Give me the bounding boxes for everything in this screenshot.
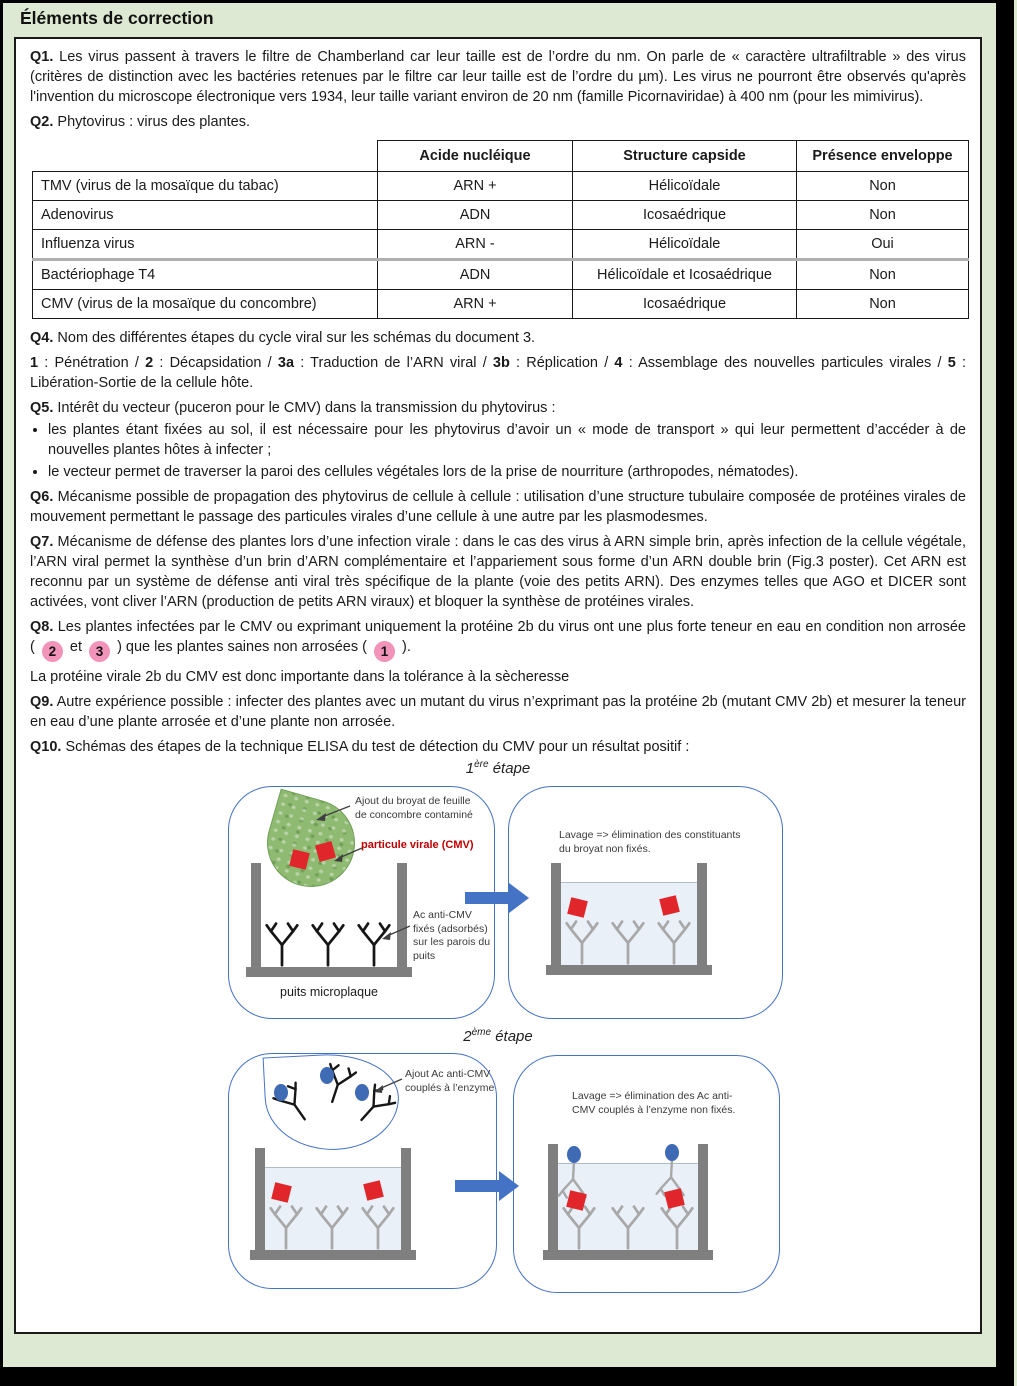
table-cell: Non — [797, 260, 969, 290]
bullet-item: • les plantes étant fixées au sol, il est nécessaire pour les phytovirus d’avoir un « mode de transport » qui leur permettent d’accéder à de nouvelles plantes hôtes à infecter ; — [48, 420, 966, 460]
q4-paragraph — [30, 328, 966, 348]
table-row — [33, 260, 969, 290]
q8-text-2: ) que les plantes saines non arrosées ( — [117, 639, 367, 655]
q2-text: Phytovirus : virus des plantes. — [57, 114, 251, 130]
q8-text-3: ). — [402, 639, 411, 655]
well-caption: puits microplaque — [280, 985, 378, 999]
table-row — [33, 172, 969, 201]
q6-paragraph — [30, 487, 966, 527]
enzyme-icon — [567, 1146, 581, 1163]
plant-badge-1: 1 — [374, 641, 395, 662]
q8-text-1: Les plantes infectées par le CMV ou exprimant uniquement la protéine 2b du virus ont une plus forte teneur en eau en condition non arrosée ( — [30, 619, 966, 655]
antibody-icon — [311, 921, 345, 967]
table-cell: ADN — [378, 260, 573, 290]
antibody-icon — [562, 1204, 596, 1250]
q9-label: Q9. — [30, 694, 54, 710]
table-cell: Hélicoïdale — [573, 230, 797, 260]
table-cell: TMV (virus de la mosaïque du tabac) — [33, 172, 378, 201]
q5-bullet-list — [34, 420, 966, 482]
enzyme-antibody — [279, 1084, 309, 1124]
add-enzyme-antibody-label: Ajout Ac anti-CMV couplés à l’enzyme — [405, 1068, 495, 1094]
table-cell: Hélicoïdale et Icosaédrique — [573, 260, 797, 290]
q7-label: Q7. — [30, 534, 54, 550]
step1-title: 1ère étape — [465, 759, 531, 777]
step2-right-panel — [513, 1055, 780, 1293]
annotation-arrow-icon — [379, 923, 413, 943]
table-cell: Hélicoïdale — [573, 172, 797, 201]
table-cell: Bactériophage T4 — [33, 260, 378, 290]
table-cell: Oui — [797, 230, 969, 260]
annotation-arrow-icon — [313, 803, 353, 825]
q4-label: Q4. — [30, 330, 54, 346]
antibody-icon — [657, 919, 691, 965]
header-empty-cell — [33, 141, 378, 172]
antibody-icon — [361, 1204, 395, 1250]
well-base — [246, 967, 412, 977]
plant-badge-3: 3 — [89, 641, 110, 662]
virus-table-header-row — [33, 141, 969, 172]
wash-label: Lavage => élimination des Ac anti-CMV couplés à l’enzyme non fixés. — [572, 1090, 736, 1116]
table-cell: Non — [797, 172, 969, 201]
q9-text: Autre expérience possible : infecter des plantes avec un mutant du virus n’exprimant pas la protéine 2b (mutant CMV 2b) et mesurer la teneur en eau d’une plante arrosée et d’une plante non arrosée. — [30, 694, 967, 730]
antibody-icon — [611, 1204, 645, 1250]
q7-paragraph — [30, 532, 966, 612]
virus-particle-label: particule virale (CMV) — [361, 839, 474, 851]
table-cell: ARN - — [378, 230, 573, 260]
table-cell: ADN — [378, 201, 573, 230]
q2-label: Q2. — [30, 114, 54, 130]
q5-paragraph — [30, 398, 966, 418]
well-base — [250, 1250, 416, 1260]
table-cell: Influenza virus — [33, 230, 378, 260]
enzyme-icon — [355, 1084, 369, 1101]
table-cell: ARN + — [378, 172, 573, 201]
bullet-item: • le vecteur permet de traverser la paroi des cellules végétales lors de la prise de nourriture (arthropodes, nématodes). — [48, 462, 966, 482]
fixed-antibody-label: Ac anti-CMV fixés (adsorbés) sur les parois du puits — [413, 909, 491, 962]
page-title: Éléments de correction — [20, 8, 214, 28]
q10-label: Q10. — [30, 739, 62, 755]
enzyme-icon — [274, 1084, 288, 1101]
table-cell: CMV (virus de la mosaïque du concombre) — [33, 290, 378, 319]
q1-paragraph — [30, 47, 966, 107]
q7-text: Mécanisme de défense des plantes lors d’une infection virale : dans le cas des virus à ARN simple brin, après infection de la cellule végétale, l’ARN viral permet la synthèse d’un brin d’ARN complémentaire et l’appariement sous forme d’un ARN double brin (Fig.3 poster). Cet ARN est reconnu par un système de défense anti viral très spécifique de la plante (voie des petits ARN). Des enzymes telles que AGO et DICER sont activées, vont cliver l’ARN (production de petits ARN viraux) et bloquer la synthèse de protéines virales. — [30, 534, 966, 610]
q4-text: Nom des différentes étapes du cycle viral sur les schémas du document 3. — [57, 330, 536, 346]
antibody-icon — [565, 919, 599, 965]
content-panel — [14, 37, 982, 1334]
q8-paragraph — [30, 617, 966, 662]
q1-label: Q1. — [30, 49, 54, 65]
step2-title: 2ème étape — [463, 1027, 533, 1045]
header-acide-nucleique: Acide nucléique — [378, 141, 573, 172]
header-structure-capside: Structure capside — [573, 141, 797, 172]
table-row — [33, 290, 969, 319]
table-cell: ARN + — [378, 290, 573, 319]
q2-paragraph — [30, 112, 966, 132]
q4-steps-line: 1 : Pénétration / 2 : Décapsidation / 3a : Traduction de l’ARN viral / 3b : Réplication / 4 : Assemblage des nouvelles particules virales / 5 : Libération-Sortie de la cellule hôte. — [30, 355, 967, 391]
q8-conjunction: et — [69, 639, 82, 655]
enzyme-icon — [320, 1067, 334, 1084]
annotation-arrow-icon — [371, 1076, 405, 1096]
antibody-icon — [269, 1204, 303, 1250]
antibody-icon — [611, 919, 645, 965]
washed-well — [551, 863, 707, 975]
q6-label: Q6. — [30, 489, 54, 505]
table-cell: Non — [797, 201, 969, 230]
antibody-icon — [315, 1204, 349, 1250]
header-presence-enveloppe: Présence enveloppe — [797, 141, 969, 172]
step1-right-panel — [508, 786, 783, 1019]
q5-label: Q5. — [30, 400, 54, 416]
q1-text: Les virus passent à travers le filtre de Chamberland car leur taille est de l’ordre du nm. On parle de « caractère ultrafiltrable » des virus (critères de distinction avec les bactéries retenues par le filtre car leur taille est de l’ordre du µm). Les virus ne pourront être observés qu'après l'invention du microscope électronique vers 1934, leur taille variant environ de 20 nm (famille Picornaviridae) à 400 nm (pour les mimivirus). — [30, 49, 966, 105]
elisa-diagrams — [16, 759, 980, 1291]
table-cell: Adenovirus — [33, 201, 378, 230]
q10-paragraph — [30, 737, 966, 757]
broyat-label: Ajout du broyat de feuille de concombre contaminé — [355, 795, 473, 821]
washed-well — [548, 1144, 708, 1260]
antibody-icon — [265, 921, 299, 967]
q5-text: Intérêt du vecteur (puceron pour le CMV) dans la transmission du phytovirus : — [57, 400, 556, 416]
well-base — [543, 1250, 713, 1260]
microplate-well — [251, 863, 407, 977]
q6-text: Mécanisme possible de propagation des phytovirus de cellule à cellule : utilisation d’une structure tubulaire composée de protéines virales de mouvement permettant le passage des particules virales d’une cellule à une autre par les plasmodesmes. — [30, 489, 966, 525]
q8-note: La protéine virale 2b du CMV est donc importante dans la tolérance à la sècheresse — [30, 669, 570, 685]
q9-paragraph — [30, 692, 966, 732]
table-row — [33, 201, 969, 230]
wash-label: Lavage => élimination des constituants du broyat non fixés. — [559, 829, 741, 855]
table-cell: Icosaédrique — [573, 201, 797, 230]
step-arrow-icon — [465, 883, 531, 913]
microplate-well — [255, 1148, 411, 1260]
table-row — [33, 230, 969, 260]
well-base — [546, 965, 712, 975]
annotation-arrow-icon — [331, 845, 365, 865]
table-cell: Icosaédrique — [573, 290, 797, 319]
q10-text: Schémas des étapes de la technique ELISA du test de détection du CMV pour un résultat positif : — [65, 739, 690, 755]
virus-table — [32, 140, 969, 319]
plant-badge-2: 2 — [42, 641, 63, 662]
table-cell: Non — [797, 290, 969, 319]
antibody-icon — [660, 1204, 694, 1250]
q8-label: Q8. — [30, 619, 54, 635]
enzyme-antibody — [323, 1064, 353, 1104]
enzyme-icon — [665, 1144, 679, 1161]
step-arrow-icon — [455, 1171, 521, 1201]
step1-left-panel — [228, 786, 495, 1019]
